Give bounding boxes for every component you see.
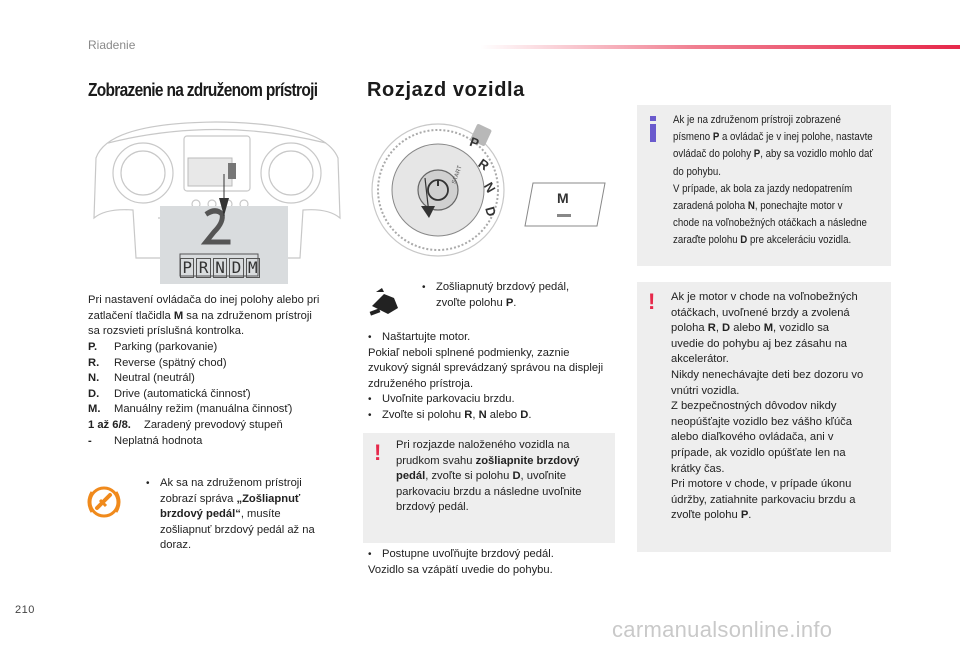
def-row-p: P. Parking (parkovanie) (88, 341, 218, 353)
info-icon (648, 116, 658, 142)
alert-exclamation-icon: ! (374, 440, 382, 465)
def-row-m: M. Manuálny režim (manuálna činnosť) (88, 403, 293, 416)
intro-line-1: Pri nastavení ovládača do inej polohy alebo pri (88, 294, 320, 306)
middle-section-title: Rozjazd vozidla (367, 79, 525, 101)
def-row-n: N. Neutral (neutrál) (88, 372, 195, 385)
intro-m-key: M (173, 309, 184, 322)
gear-letter-m: M (246, 258, 260, 278)
header-accent-bar (480, 45, 960, 49)
idle-warning-text: Ak je motor v chode na voľnobežných otáčkach, uvoľnené brzdy a zvolená poloha R, D alebo M, vozidlo sa uvedie do pohybu aj bez zásahu na akcelerátor. Nikdy nenechávajte deti bez dozoru vo vnútri vozidla. Z bezpečnostných dôvodov nikdy neopúšťajte vozidlo bez vášho kľúča alebo diaľkového ovládača, ani v prípade, ak vozidlo opúšťate len na krátky čas. Pri motore v chode, v prípade úkonu údržby, zatiahnite parkovaciu brzdu a zvoľte polohu P. (671, 291, 864, 522)
info-text: Ak je na združenom prístroji zobrazené písmeno P a ovládač je v inej polohe, nastavte ovládač do polohy P, aby sa vozidlo mohlo dať do pohybu. V prípade, ak bola za jazdy nedopatrením zaradená poloha N, ponechajte motor v chode na voľnobežných otáčkach a následne zaraďte polohu D pre akceleráciu vozidla. (673, 114, 874, 247)
step-5-block: • Postupne uvoľňujte brzdový pedál. Vozidlo sa vzápätí uvedie do pohybu. (368, 548, 554, 576)
intro-line-3: sa rozsvieti príslušná kontrolka. (88, 325, 245, 338)
gear-definitions (88, 340, 350, 449)
selector-letter-n: N (480, 179, 499, 196)
brake-warning-icon (86, 484, 122, 520)
warning-message-1: „Zošliapnuť (236, 492, 301, 505)
left-intro (88, 293, 350, 340)
def-row-invalid: - Neplatná hodnota (88, 434, 203, 447)
loaded-vehicle-alert-text: Pri rozjazde naloženého vozidla na prudkom svahu zošliapnite brzdový pedál, zvoľte si polohu D, uvoľnite parkovaciu brzdu a následne uvoľnite brzdový pedál. (396, 439, 582, 514)
page-number: 210 (15, 604, 35, 616)
selector-letter-p: P (467, 133, 481, 152)
section-header: Riadenie (88, 38, 136, 52)
warning-exclamation-icon: ! (648, 289, 656, 314)
display-gear-value (225, 168, 226, 169)
gear-letter-p: P (180, 258, 194, 278)
checkbox-glyph: • (146, 478, 150, 489)
foot-on-pedal-icon (368, 284, 402, 318)
left-warning: • Ak sa na združenom prístroji zobrazí správa „Zošliapnuť brzdový pedál“, musíte zošliapnuť brzdový pedál až na doraz. (146, 477, 315, 552)
left-section-title: Zobrazenie na združenom prístroji (88, 80, 318, 100)
def-row-gears: 1 až 6/8. Zaradený prevodový stupeň (88, 418, 283, 431)
step-2-block: • Naštartujte motor. Pokiaľ neboli splnené podmienky, zaznie zvukový signál sprevádzaný správou na displeji združeného prístroja. • Uvoľnite parkovaciu brzdu. • Zvoľte si polohu R, N alebo D. (368, 331, 604, 421)
intro-line-2a: zatlačení tlačidla (88, 309, 174, 322)
start-label: START (451, 164, 464, 186)
m-button-label: M (557, 190, 569, 206)
selector-letter-r: R (475, 155, 492, 174)
selector-letter-d: D (482, 205, 500, 218)
gear-letter-d: D (229, 258, 243, 278)
watermark: carmanualsonline.info (612, 617, 833, 642)
gear-letter-r: R (196, 258, 210, 278)
def-row-r: R. Reverse (spätný chod) (88, 356, 227, 369)
step-1: • Zošliapnutý brzdový pedál, zvoľte polohu P. (422, 281, 570, 309)
def-row-d: D. Drive (automatická činnosť) (88, 387, 251, 400)
gear-letter-n: N (213, 258, 227, 278)
intro-line-2b: sa na združenom prístroji (183, 309, 312, 322)
warning-message-2: brzdový pedál“ (160, 508, 241, 521)
gear-letters (180, 258, 260, 278)
